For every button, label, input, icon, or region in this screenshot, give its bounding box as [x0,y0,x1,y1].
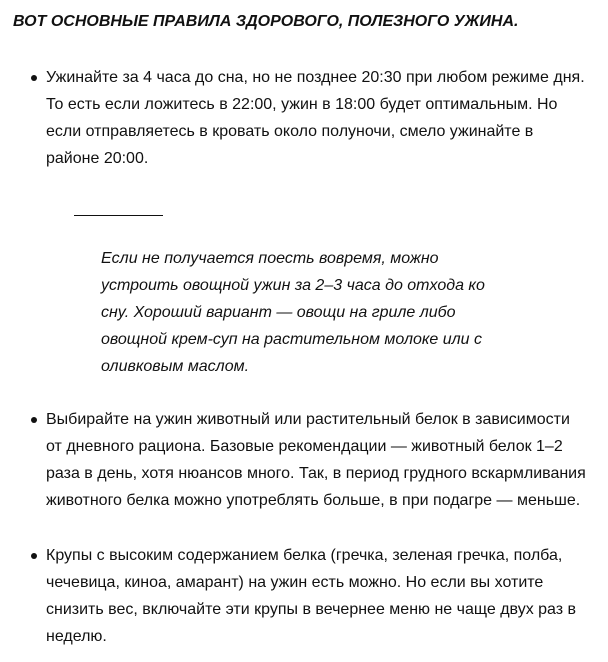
bullet-line: от дневного рациона. Базовые рекомендации — животный белок 1–2 [46,438,563,455]
bullet-line: чечевица, киноа, амарант) на ужин есть можно. Но если вы хотите [46,574,544,591]
bullet-line: животного белка можно употреблять больше, в при подагре — меньше. [46,492,581,509]
bullet-line: если отправляетесь в кровать около полуночи, смело ужинайте в [46,123,534,140]
bullet-line: Выбирайте на ужин животный или растительный белок в зависимости [46,411,570,428]
bullet-item-protein [30,406,600,514]
bullet-line: То есть если ложитесь в 22:00, ужин в 18:00 будет оптимальным. Но [46,96,558,113]
bullet-dot-icon [31,75,37,81]
bullet-line: снизить вес, включайте эти крупы в вечернее меню не чаще двух раз в [46,601,577,618]
bullet-dot-icon [31,553,37,559]
bullet-line: районе 20:00. [46,150,149,167]
bullet-line: раза в день, хотя нюансов много. Так, в период грудного вскармливания [46,465,586,482]
quote-line: устроить овощной ужин за 2–3 часа до отхода ко [101,277,485,294]
page-heading: ВОТ ОСНОВНЫЕ ПРАВИЛА ЗДОРОВОГО, ПОЛЕЗНОГО УЖИНА. [13,13,519,30]
bullet-item-grains [30,542,600,650]
quote-divider [74,215,163,216]
quote-line: овощной крем-суп на растительном молоке или с [101,331,483,348]
bullet-line: Крупы с высоким содержанием белка (гречка, зеленая гречка, полба, [46,547,563,564]
quote-line: сну. Хороший вариант — овощи на гриле либо [101,304,456,321]
bullet-dot-icon [31,417,37,423]
bullet-line: Ужинайте за 4 часа до сна, но не позднее 20:30 при любом режиме дня. [46,69,585,86]
bullet-item-dinner-time [30,64,600,172]
quote-block [101,245,511,380]
quote-line: оливковым маслом. [101,358,250,375]
bullet-line: неделю. [46,628,107,645]
quote-line: Если не получается поесть вовремя, можно [101,250,439,267]
